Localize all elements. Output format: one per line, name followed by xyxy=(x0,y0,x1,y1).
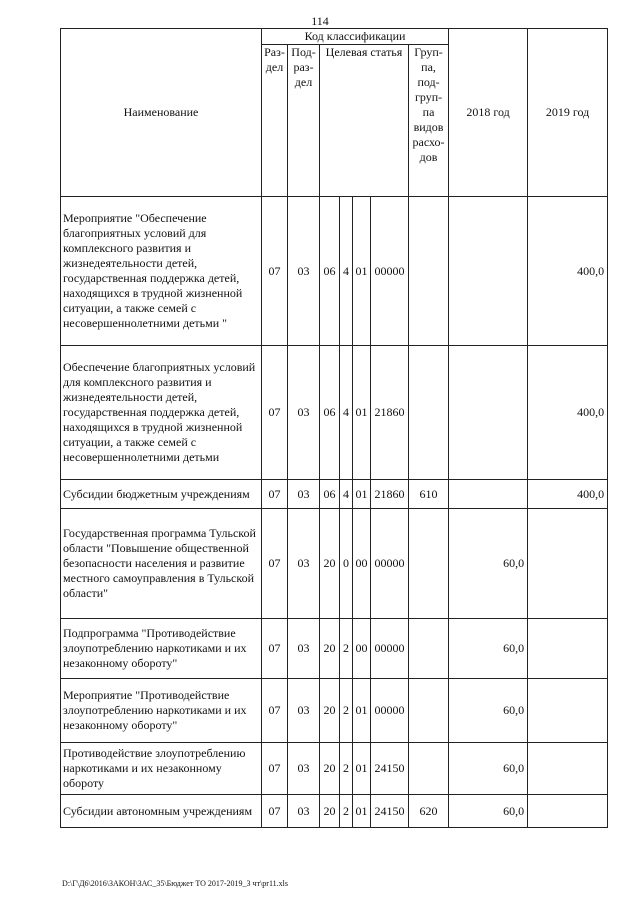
header-razdel: Раз- дел xyxy=(262,45,288,197)
row-target-direction: 00000 xyxy=(371,619,409,679)
row-expense-group xyxy=(409,619,449,679)
row-razdel: 07 xyxy=(262,480,288,509)
row-amount-2019 xyxy=(528,509,608,619)
row-amount-2019 xyxy=(528,743,608,795)
header-name: Наименование xyxy=(61,29,262,197)
row-target-event: 01 xyxy=(353,480,371,509)
row-expense-group xyxy=(409,197,449,346)
header-year-2019: 2019 год xyxy=(528,29,608,197)
row-amount-2018: 60,0 xyxy=(449,679,528,743)
row-name: Подпрограмма "Противодействие злоупотреблению наркотиками и их незаконному обороту" xyxy=(61,619,262,679)
table-row xyxy=(61,509,608,619)
row-target-program: 06 xyxy=(320,197,340,346)
row-podrazdel: 03 xyxy=(288,346,320,480)
row-podrazdel: 03 xyxy=(288,197,320,346)
row-name: Противодействие злоупотреблению наркотиками и их незаконному обороту xyxy=(61,743,262,795)
row-target-subprogram: 2 xyxy=(340,619,353,679)
row-razdel: 07 xyxy=(262,509,288,619)
row-target-event: 01 xyxy=(353,197,371,346)
row-podrazdel: 03 xyxy=(288,743,320,795)
row-amount-2019 xyxy=(528,619,608,679)
row-amount-2018: 60,0 xyxy=(449,619,528,679)
row-target-program: 06 xyxy=(320,480,340,509)
row-target-direction: 00000 xyxy=(371,679,409,743)
row-target-subprogram: 2 xyxy=(340,795,353,828)
header-target-article: Целевая статья xyxy=(320,45,409,197)
row-target-direction: 24150 xyxy=(371,795,409,828)
row-expense-group xyxy=(409,346,449,480)
row-podrazdel: 03 xyxy=(288,619,320,679)
row-target-subprogram: 4 xyxy=(340,480,353,509)
row-podrazdel: 03 xyxy=(288,795,320,828)
row-target-subprogram: 4 xyxy=(340,197,353,346)
row-amount-2018: 60,0 xyxy=(449,509,528,619)
row-target-event: 01 xyxy=(353,795,371,828)
row-amount-2018 xyxy=(449,346,528,480)
table-row xyxy=(61,795,608,828)
table-row xyxy=(61,480,608,509)
table-row xyxy=(61,619,608,679)
row-razdel: 07 xyxy=(262,743,288,795)
row-expense-group: 610 xyxy=(409,480,449,509)
row-razdel: 07 xyxy=(262,795,288,828)
table-row xyxy=(61,197,608,346)
header-expense-group: Груп- па, под- груп- па видов расхо- дов xyxy=(409,45,449,197)
row-target-subprogram: 4 xyxy=(340,346,353,480)
row-target-program: 20 xyxy=(320,743,340,795)
row-expense-group xyxy=(409,509,449,619)
row-amount-2018: 60,0 xyxy=(449,795,528,828)
row-target-event: 01 xyxy=(353,743,371,795)
row-podrazdel: 03 xyxy=(288,679,320,743)
budget-table xyxy=(60,28,608,828)
row-expense-group xyxy=(409,743,449,795)
row-target-subprogram: 2 xyxy=(340,743,353,795)
row-target-event: 01 xyxy=(353,346,371,480)
row-razdel: 07 xyxy=(262,197,288,346)
row-amount-2019: 400,0 xyxy=(528,480,608,509)
row-name: Субсидии бюджетным учреждениям xyxy=(61,480,262,509)
row-razdel: 07 xyxy=(262,619,288,679)
row-name: Мероприятие "Обеспечение благоприятных условий для комплексного развития и жизнедеятельности детей, государственная поддержка детей, находящихся в трудной жизненной ситуации, а также семей с несовершеннолетними детьми " xyxy=(61,197,262,346)
header-year-2018: 2018 год xyxy=(449,29,528,197)
table-row xyxy=(61,679,608,743)
row-name: Обеспечение благоприятных условий для комплексного развития и жизнедеятельности детей, государственная поддержка детей, находящихся в трудной жизненной ситуации, а также семей с несовершеннолетними детьми xyxy=(61,346,262,480)
row-target-subprogram: 0 xyxy=(340,509,353,619)
row-target-event: 00 xyxy=(353,509,371,619)
row-target-direction: 21860 xyxy=(371,480,409,509)
row-amount-2019 xyxy=(528,795,608,828)
page-number: 114 xyxy=(311,14,329,28)
header-podrazdel: Под- раз- дел xyxy=(288,45,320,197)
row-name: Субсидии автономным учреждениям xyxy=(61,795,262,828)
row-target-program: 20 xyxy=(320,509,340,619)
row-amount-2019: 400,0 xyxy=(528,346,608,480)
row-target-program: 20 xyxy=(320,795,340,828)
row-name: Государственная программа Тульской области "Повышение общественной безопасности населения и развитие местного самоуправления в Тульской области" xyxy=(61,509,262,619)
row-target-event: 01 xyxy=(353,679,371,743)
row-target-event: 00 xyxy=(353,619,371,679)
row-target-direction: 24150 xyxy=(371,743,409,795)
row-target-direction: 21860 xyxy=(371,346,409,480)
row-target-direction: 00000 xyxy=(371,509,409,619)
row-razdel: 07 xyxy=(262,346,288,480)
header-classification: Код классификации xyxy=(262,29,449,45)
row-amount-2019 xyxy=(528,679,608,743)
row-expense-group xyxy=(409,679,449,743)
row-name: Мероприятие "Противодействие злоупотреблению наркотиками и их незаконному обороту" xyxy=(61,679,262,743)
row-amount-2018 xyxy=(449,197,528,346)
row-target-program: 06 xyxy=(320,346,340,480)
row-expense-group: 620 xyxy=(409,795,449,828)
row-amount-2018: 60,0 xyxy=(449,743,528,795)
table-row xyxy=(61,346,608,480)
row-razdel: 07 xyxy=(262,679,288,743)
row-amount-2018 xyxy=(449,480,528,509)
row-target-subprogram: 2 xyxy=(340,679,353,743)
table-row xyxy=(61,743,608,795)
row-amount-2019: 400,0 xyxy=(528,197,608,346)
row-target-direction: 00000 xyxy=(371,197,409,346)
row-target-program: 20 xyxy=(320,619,340,679)
row-target-program: 20 xyxy=(320,679,340,743)
row-podrazdel: 03 xyxy=(288,509,320,619)
file-path-footer: D:\Г\Д6\2016\ЗАКОН\ЗАС_35\Бюджет ТО 2017-2019_3 чт\pr11.xls xyxy=(62,879,288,888)
row-podrazdel: 03 xyxy=(288,480,320,509)
